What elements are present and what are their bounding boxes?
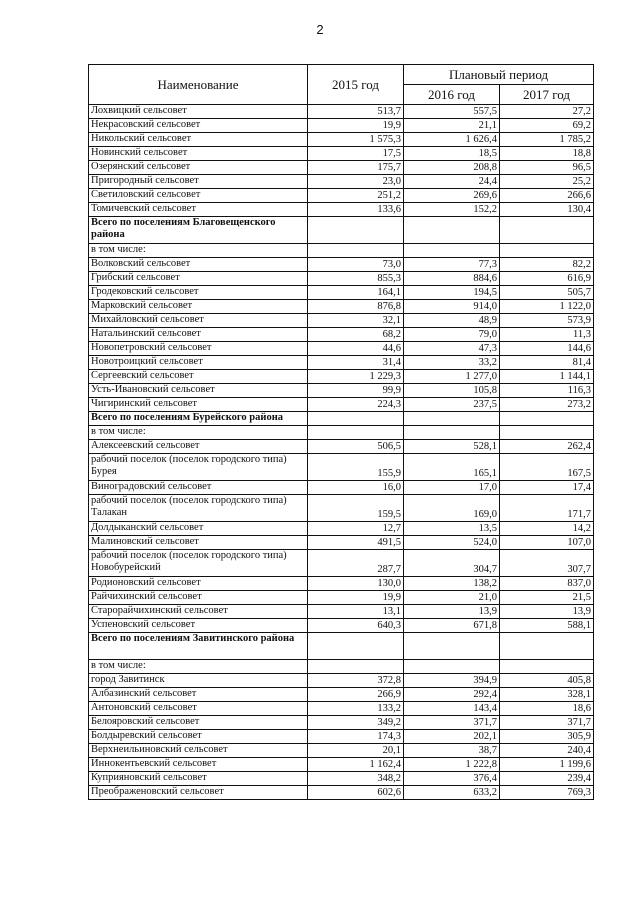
- row-name: Гродековский сельсовет: [89, 286, 308, 300]
- value-2015: 20,1: [308, 744, 404, 758]
- row-name: Новинский сельсовет: [89, 147, 308, 161]
- value-2017: 13,9: [500, 605, 594, 619]
- value-2015: 640,3: [308, 619, 404, 633]
- table-row: [89, 688, 594, 702]
- row-name: Родионовский сельсовет: [89, 577, 308, 591]
- table-row: [89, 660, 594, 674]
- value-2016: 371,7: [404, 716, 500, 730]
- value-2016: 48,9: [404, 314, 500, 328]
- value-2015: 266,9: [308, 688, 404, 702]
- value-2015: 31,4: [308, 356, 404, 370]
- value-2016: [404, 412, 500, 426]
- row-name: Новопетровский сельсовет: [89, 342, 308, 356]
- value-2017: [500, 244, 594, 258]
- value-2015: 287,7: [308, 550, 404, 577]
- value-2015: 133,6: [308, 203, 404, 217]
- value-2016: 884,6: [404, 272, 500, 286]
- table-row: [89, 454, 594, 481]
- row-name: Всего по поселениям Благовещенского района: [89, 217, 308, 244]
- table-header: [89, 65, 594, 105]
- table-row: [89, 605, 594, 619]
- value-2016: 292,4: [404, 688, 500, 702]
- header-name: Наименование: [89, 65, 308, 105]
- value-2015: 12,7: [308, 522, 404, 536]
- value-2017: 371,7: [500, 716, 594, 730]
- value-2016: 13,5: [404, 522, 500, 536]
- value-2016: 528,1: [404, 440, 500, 454]
- value-2017: 1 199,6: [500, 758, 594, 772]
- table-row: [89, 744, 594, 758]
- table-row: [89, 328, 594, 342]
- value-2017: 17,4: [500, 481, 594, 495]
- table-row: [89, 189, 594, 203]
- value-2015: 349,2: [308, 716, 404, 730]
- value-2017: 130,4: [500, 203, 594, 217]
- value-2015: 876,8: [308, 300, 404, 314]
- value-2017: 107,0: [500, 536, 594, 550]
- value-2015: 73,0: [308, 258, 404, 272]
- value-2016: 1 277,0: [404, 370, 500, 384]
- row-name: Чигиринский сельсовет: [89, 398, 308, 412]
- table-row: [89, 119, 594, 133]
- value-2017: 1 122,0: [500, 300, 594, 314]
- value-2016: 143,4: [404, 702, 500, 716]
- value-2016: 24,4: [404, 175, 500, 189]
- table-row: [89, 258, 594, 272]
- value-2017: 328,1: [500, 688, 594, 702]
- value-2017: 769,3: [500, 786, 594, 800]
- row-name: Долдыканский сельсовет: [89, 522, 308, 536]
- value-2015: 68,2: [308, 328, 404, 342]
- value-2015: 99,9: [308, 384, 404, 398]
- value-2017: 405,8: [500, 674, 594, 688]
- value-2015: 16,0: [308, 481, 404, 495]
- value-2016: 394,9: [404, 674, 500, 688]
- row-name: Никольский сельсовет: [89, 133, 308, 147]
- table-row: [89, 342, 594, 356]
- value-2016: 77,3: [404, 258, 500, 272]
- row-name: Светиловский сельсовет: [89, 189, 308, 203]
- value-2017: 25,2: [500, 175, 594, 189]
- value-2016: 633,2: [404, 786, 500, 800]
- value-2016: 138,2: [404, 577, 500, 591]
- row-name: Томичевский сельсовет: [89, 203, 308, 217]
- value-2015: 175,7: [308, 161, 404, 175]
- table-row: [89, 314, 594, 328]
- table-row: [89, 105, 594, 119]
- value-2017: [500, 412, 594, 426]
- value-2015: 1 229,3: [308, 370, 404, 384]
- table-row: [89, 426, 594, 440]
- value-2015: 44,6: [308, 342, 404, 356]
- header-2015: 2015 год: [308, 65, 404, 105]
- row-name: Усть-Ивановский сельсовет: [89, 384, 308, 398]
- value-2015: [308, 217, 404, 244]
- value-2015: 13,1: [308, 605, 404, 619]
- table-row: [89, 591, 594, 605]
- value-2016: 21,0: [404, 591, 500, 605]
- page-number: 2: [316, 22, 324, 37]
- row-name: рабочий поселок (поселок городского типа) Талакан: [89, 495, 308, 522]
- row-name: Малиновский сельсовет: [89, 536, 308, 550]
- value-2015: [308, 244, 404, 258]
- header-planned-period: Плановый период: [404, 65, 594, 85]
- value-2015: 159,5: [308, 495, 404, 522]
- value-2017: 616,9: [500, 272, 594, 286]
- row-name: Преображеновский сельсовет: [89, 786, 308, 800]
- value-2016: 202,1: [404, 730, 500, 744]
- row-name: Натальинский сельсовет: [89, 328, 308, 342]
- value-2016: 79,0: [404, 328, 500, 342]
- value-2016: 17,0: [404, 481, 500, 495]
- table-row: [89, 674, 594, 688]
- value-2016: 1 222,8: [404, 758, 500, 772]
- value-2017: 1 144,1: [500, 370, 594, 384]
- value-2015: 251,2: [308, 189, 404, 203]
- value-2016: 47,3: [404, 342, 500, 356]
- row-name: в том числе:: [89, 244, 308, 258]
- value-2015: [308, 660, 404, 674]
- value-2017: 81,4: [500, 356, 594, 370]
- table-row: [89, 370, 594, 384]
- value-2016: 524,0: [404, 536, 500, 550]
- value-2017: 837,0: [500, 577, 594, 591]
- row-name: Грибский сельсовет: [89, 272, 308, 286]
- value-2017: 262,4: [500, 440, 594, 454]
- table-row: [89, 147, 594, 161]
- value-2017: 167,5: [500, 454, 594, 481]
- value-2015: 174,3: [308, 730, 404, 744]
- value-2015: 348,2: [308, 772, 404, 786]
- value-2017: 307,7: [500, 550, 594, 577]
- table-row: [89, 300, 594, 314]
- value-2015: 155,9: [308, 454, 404, 481]
- table-row: [89, 244, 594, 258]
- value-2016: 671,8: [404, 619, 500, 633]
- table-row: [89, 786, 594, 800]
- table-section-row: [89, 217, 594, 244]
- value-2017: 27,2: [500, 105, 594, 119]
- table-section-row: [89, 412, 594, 426]
- value-2015: 19,9: [308, 119, 404, 133]
- value-2016: 194,5: [404, 286, 500, 300]
- row-name: Михайловский сельсовет: [89, 314, 308, 328]
- table-section-row: [89, 633, 594, 660]
- value-2015: 130,0: [308, 577, 404, 591]
- value-2017: 305,9: [500, 730, 594, 744]
- value-2017: 82,2: [500, 258, 594, 272]
- value-2016: 269,6: [404, 189, 500, 203]
- value-2017: 18,8: [500, 147, 594, 161]
- value-2016: [404, 244, 500, 258]
- value-2017: 18,6: [500, 702, 594, 716]
- value-2016: [404, 426, 500, 440]
- row-name: Лохвицкий сельсовет: [89, 105, 308, 119]
- row-name: рабочий поселок (поселок городского типа) Бурея: [89, 454, 308, 481]
- value-2016: 165,1: [404, 454, 500, 481]
- table-row: [89, 619, 594, 633]
- table-row: [89, 772, 594, 786]
- row-name: Райчихинский сельсовет: [89, 591, 308, 605]
- value-2015: 32,1: [308, 314, 404, 328]
- value-2017: 573,9: [500, 314, 594, 328]
- table-row: [89, 716, 594, 730]
- table-row: [89, 536, 594, 550]
- value-2015: 602,6: [308, 786, 404, 800]
- value-2015: 17,5: [308, 147, 404, 161]
- value-2016: 376,4: [404, 772, 500, 786]
- row-name: Некрасовский сельсовет: [89, 119, 308, 133]
- value-2015: [308, 412, 404, 426]
- table-row: [89, 577, 594, 591]
- row-name: Сергеевский сельсовет: [89, 370, 308, 384]
- value-2017: 69,2: [500, 119, 594, 133]
- value-2015: 23,0: [308, 175, 404, 189]
- value-2017: 240,4: [500, 744, 594, 758]
- value-2015: 1 575,3: [308, 133, 404, 147]
- row-name: рабочий поселок (поселок городского типа) Новобурейский: [89, 550, 308, 577]
- table-row: [89, 550, 594, 577]
- value-2016: 18,5: [404, 147, 500, 161]
- value-2015: 491,5: [308, 536, 404, 550]
- value-2015: 224,3: [308, 398, 404, 412]
- table-row: [89, 702, 594, 716]
- value-2015: 855,3: [308, 272, 404, 286]
- value-2015: 506,5: [308, 440, 404, 454]
- value-2017: 11,3: [500, 328, 594, 342]
- value-2017: [500, 633, 594, 660]
- row-name: Старорайчихинский сельсовет: [89, 605, 308, 619]
- row-name: город Завитинск: [89, 674, 308, 688]
- value-2016: 914,0: [404, 300, 500, 314]
- value-2016: 237,5: [404, 398, 500, 412]
- table-row: [89, 272, 594, 286]
- row-name: Всего по поселениям Завитинского района: [89, 633, 308, 660]
- table-row: [89, 758, 594, 772]
- row-name: Болдыревский сельсовет: [89, 730, 308, 744]
- value-2017: [500, 660, 594, 674]
- table-row: [89, 356, 594, 370]
- value-2016: 208,8: [404, 161, 500, 175]
- value-2017: 505,7: [500, 286, 594, 300]
- value-2017: 96,5: [500, 161, 594, 175]
- value-2016: 1 626,4: [404, 133, 500, 147]
- row-name: Новотроицкий сельсовет: [89, 356, 308, 370]
- value-2017: 266,6: [500, 189, 594, 203]
- value-2017: [500, 426, 594, 440]
- table-row: [89, 384, 594, 398]
- table-row: [89, 495, 594, 522]
- value-2017: 273,2: [500, 398, 594, 412]
- value-2017: [500, 217, 594, 244]
- row-name: Всего по поселениям Бурейского района: [89, 412, 308, 426]
- value-2016: 21,1: [404, 119, 500, 133]
- value-2016: 33,2: [404, 356, 500, 370]
- row-name: Куприяновский сельсовет: [89, 772, 308, 786]
- table-row: [89, 730, 594, 744]
- value-2015: 19,9: [308, 591, 404, 605]
- value-2017: 171,7: [500, 495, 594, 522]
- value-2016: [404, 660, 500, 674]
- row-name: Иннокентьевский сельсовет: [89, 758, 308, 772]
- value-2017: 239,4: [500, 772, 594, 786]
- table-row: [89, 286, 594, 300]
- row-name: Пригородный сельсовет: [89, 175, 308, 189]
- row-name: Белояровский сельсовет: [89, 716, 308, 730]
- row-name: Волковский сельсовет: [89, 258, 308, 272]
- value-2015: 133,2: [308, 702, 404, 716]
- value-2017: 1 785,2: [500, 133, 594, 147]
- row-name: Озерянский сельсовет: [89, 161, 308, 175]
- header-2017: 2017 год: [500, 85, 594, 105]
- table-row: [89, 481, 594, 495]
- row-name: Успеновский сельсовет: [89, 619, 308, 633]
- row-name: Верхнеильиновский сельсовет: [89, 744, 308, 758]
- table-body: [89, 105, 594, 800]
- row-name: в том числе:: [89, 660, 308, 674]
- value-2016: 169,0: [404, 495, 500, 522]
- value-2016: 105,8: [404, 384, 500, 398]
- value-2016: 13,9: [404, 605, 500, 619]
- value-2015: 164,1: [308, 286, 404, 300]
- table-row: [89, 522, 594, 536]
- row-name: Антоновский сельсовет: [89, 702, 308, 716]
- value-2016: 152,2: [404, 203, 500, 217]
- budget-table: [88, 64, 594, 800]
- value-2015: 1 162,4: [308, 758, 404, 772]
- value-2017: 144,6: [500, 342, 594, 356]
- value-2016: 304,7: [404, 550, 500, 577]
- table-row: [89, 133, 594, 147]
- value-2017: 588,1: [500, 619, 594, 633]
- value-2016: [404, 217, 500, 244]
- value-2015: 372,8: [308, 674, 404, 688]
- value-2017: 116,3: [500, 384, 594, 398]
- table-row: [89, 398, 594, 412]
- row-name: Алексеевский сельсовет: [89, 440, 308, 454]
- row-name: Албазинский сельсовет: [89, 688, 308, 702]
- value-2017: 14,2: [500, 522, 594, 536]
- value-2016: [404, 633, 500, 660]
- value-2016: 557,5: [404, 105, 500, 119]
- value-2015: [308, 633, 404, 660]
- value-2015: [308, 426, 404, 440]
- value-2016: 38,7: [404, 744, 500, 758]
- row-name: Марковский сельсовет: [89, 300, 308, 314]
- table-row: [89, 161, 594, 175]
- value-2015: 513,7: [308, 105, 404, 119]
- row-name: Виноградовский сельсовет: [89, 481, 308, 495]
- header-2016: 2016 год: [404, 85, 500, 105]
- table-row: [89, 203, 594, 217]
- table-row: [89, 440, 594, 454]
- row-name: в том числе:: [89, 426, 308, 440]
- table-row: [89, 175, 594, 189]
- value-2017: 21,5: [500, 591, 594, 605]
